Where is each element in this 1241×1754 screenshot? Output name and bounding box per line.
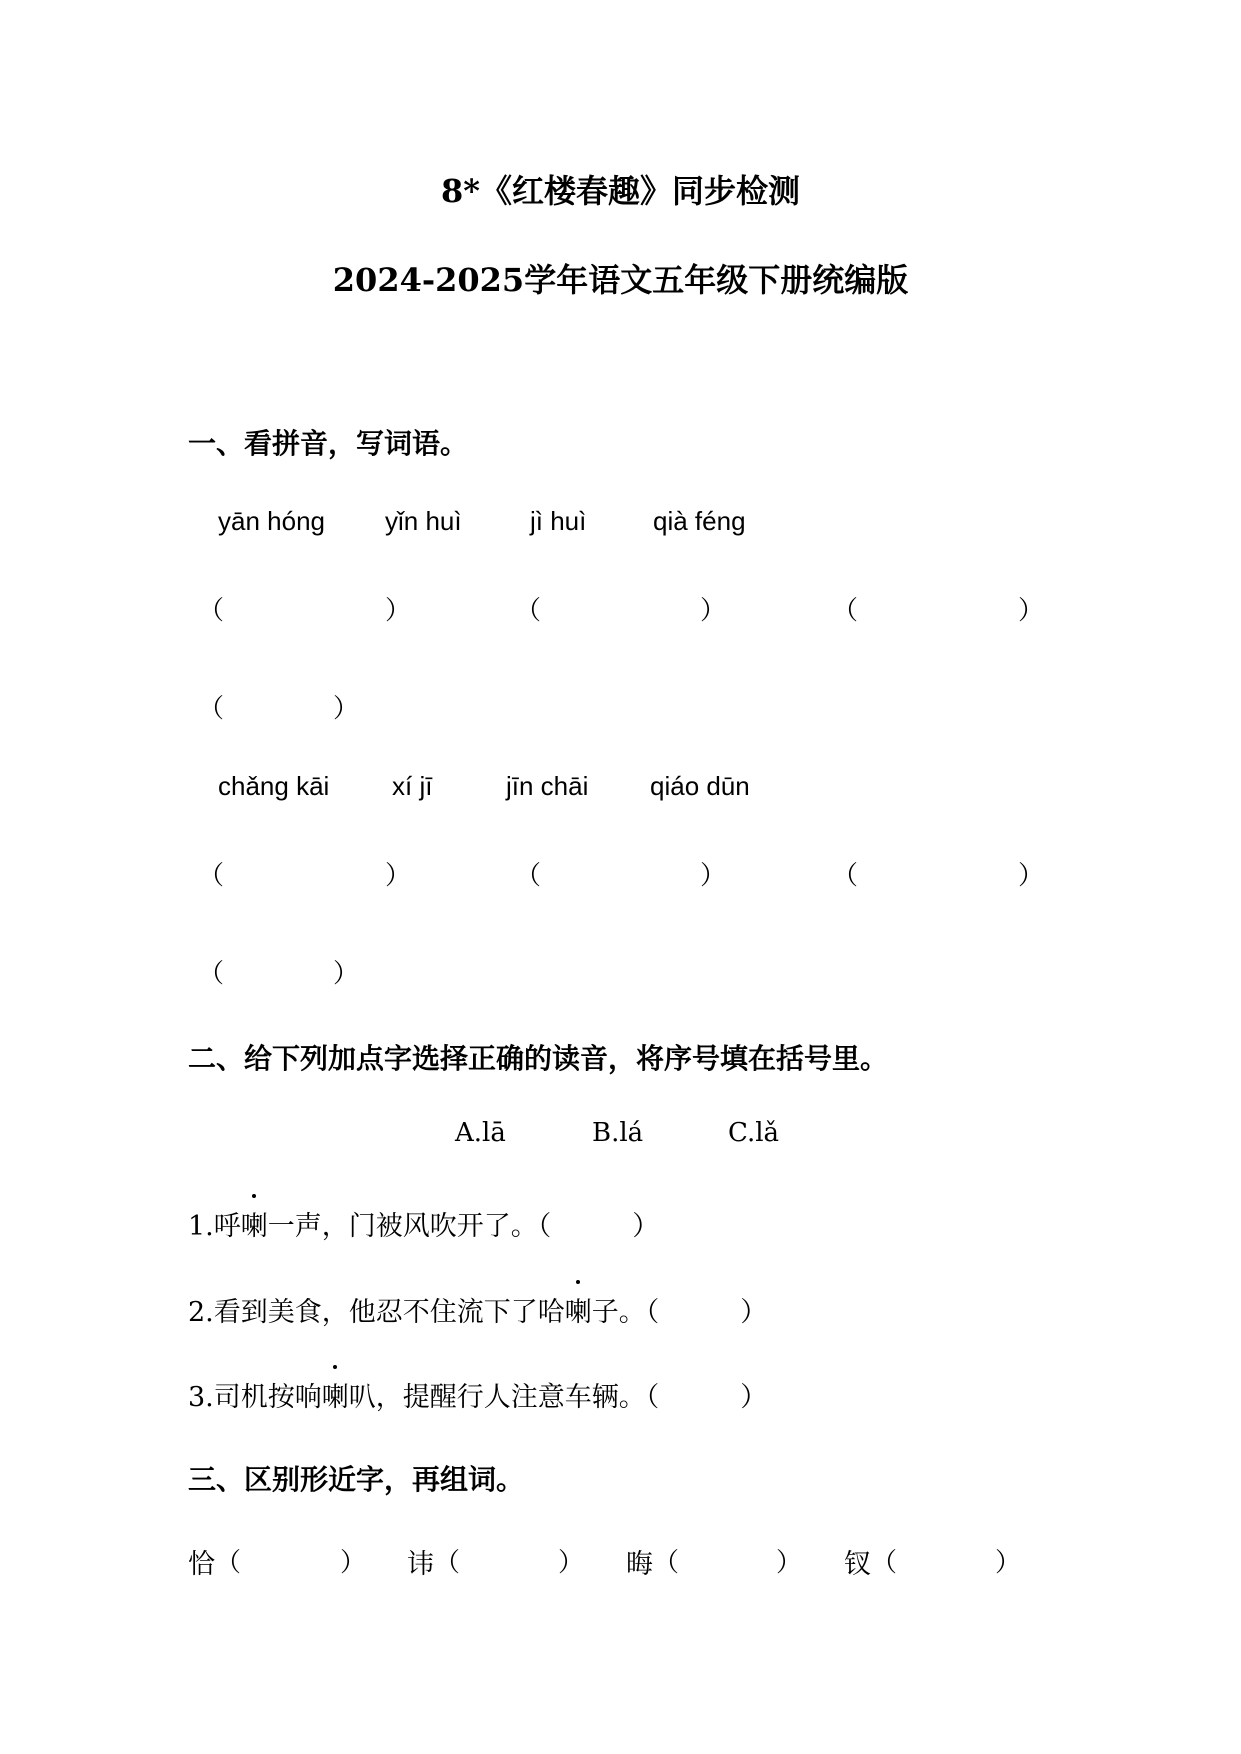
dotted-char: 喇 <box>322 1375 349 1414</box>
pinyin-8: qiáo dūn <box>650 771 750 801</box>
similar-char: 恰 <box>188 1549 215 1580</box>
option-c: C.lǎ <box>728 1118 780 1148</box>
pinyin-4: qià féng <box>653 506 746 536</box>
question-text: 1.呼 <box>188 1211 241 1242</box>
answer-paren-open: （ <box>871 1548 898 1578</box>
answer-paren-close: ） <box>340 1548 367 1578</box>
answer-paren-open: （ <box>653 1548 680 1578</box>
question-text: 3.司机按响 <box>188 1382 322 1413</box>
answer-paren-open: （ <box>515 596 542 626</box>
similar-char: 钗 <box>844 1549 871 1580</box>
answer-paren-open: （ <box>434 1548 461 1578</box>
answer-paren-open: （ <box>832 861 859 891</box>
pinyin-7: jīn chāi <box>506 771 589 801</box>
answer-paren-close: ） <box>1018 596 1045 626</box>
section-1-heading: 一、看拼音，写词语。 <box>188 427 469 460</box>
page-title: 8*《红楼春趣》同步检测 <box>440 172 800 210</box>
pinyin-2: yǐn huì <box>385 506 462 536</box>
section-2-heading: 二、给下列加点字选择正确的读音，将序号填在括号里。 <box>188 1042 889 1075</box>
answer-paren-close: ） <box>385 861 412 891</box>
similar-char: 讳 <box>407 1549 434 1580</box>
question-text: 一声，门被风吹开了。（ ） <box>267 1211 660 1242</box>
pinyin-1: yān hóng <box>218 506 325 536</box>
answer-paren-close: ） <box>333 959 360 989</box>
dotted-char: 喇 <box>565 1290 592 1329</box>
question-text: 2.看到美食，他忍不住流下了哈 <box>188 1297 565 1328</box>
pinyin-5: chǎng kāi <box>218 771 330 801</box>
answer-paren-close: ） <box>700 596 727 626</box>
answer-paren-open: （ <box>198 861 225 891</box>
option-b: B.lá <box>592 1118 644 1148</box>
question-1 <box>188 1204 659 1243</box>
section-3-heading: 三、区别形近字，再组词。 <box>188 1463 525 1496</box>
answer-paren-close: ） <box>333 694 360 724</box>
question-3 <box>188 1375 767 1414</box>
answer-paren-close: ） <box>558 1548 585 1578</box>
answer-paren-open: （ <box>198 596 225 626</box>
answer-paren-open: （ <box>832 596 859 626</box>
question-text: 子。（ ） <box>591 1297 768 1328</box>
page-subtitle: 2024-2025学年语文五年级下册统编版 <box>332 261 909 299</box>
question-2 <box>188 1290 767 1329</box>
answer-paren-open: （ <box>198 694 225 724</box>
pinyin-6: xí jī <box>392 771 433 801</box>
answer-paren-close: ） <box>385 596 412 626</box>
answer-paren-open: （ <box>515 861 542 891</box>
answer-paren-close: ） <box>776 1548 803 1578</box>
similar-char: 晦 <box>626 1549 653 1580</box>
answer-paren-close: ） <box>1018 861 1045 891</box>
pinyin-3: jì huì <box>530 506 587 536</box>
question-text: 叭，提醒行人注意车辆。（ ） <box>348 1382 768 1413</box>
option-a: A.lā <box>455 1118 506 1148</box>
dotted-char: 喇 <box>241 1204 268 1243</box>
answer-paren-close: ） <box>995 1548 1022 1578</box>
answer-paren-close: ） <box>700 861 727 891</box>
answer-paren-open: （ <box>198 959 225 989</box>
answer-paren-open: （ <box>215 1548 242 1578</box>
